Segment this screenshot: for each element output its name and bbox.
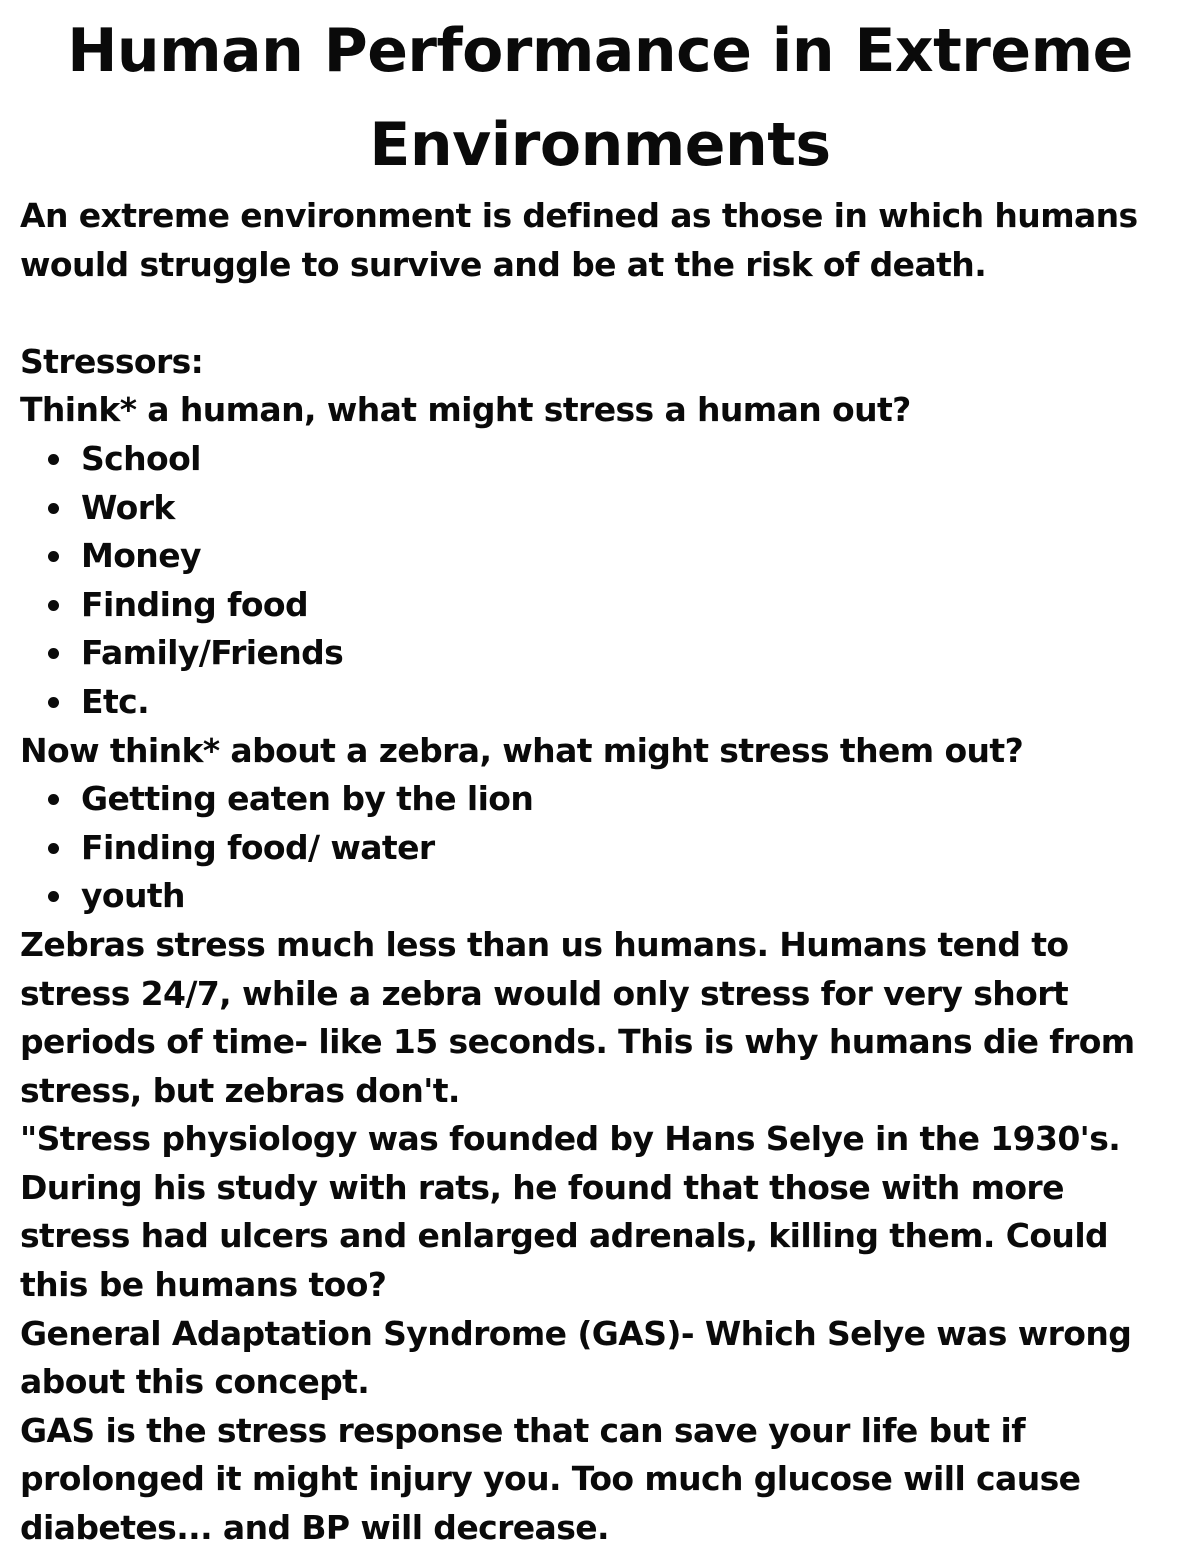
list-item xyxy=(20,678,1180,727)
list-item-label: School xyxy=(81,438,201,478)
bullet-icon xyxy=(48,648,59,659)
list-item-label: Etc. xyxy=(81,681,150,721)
page-title xyxy=(20,0,1180,192)
bullet-icon xyxy=(48,891,59,902)
list-item-label: Money xyxy=(81,536,201,576)
title-line-1: Human Performance in Extreme xyxy=(67,16,1133,86)
list-item xyxy=(20,532,1180,581)
blank-line xyxy=(20,289,1180,338)
human-question: Think* a human, what might stress a human out? xyxy=(20,390,911,430)
list-item-label: Finding food xyxy=(81,584,309,624)
list-item xyxy=(20,872,1180,921)
bullet-icon xyxy=(48,697,59,708)
title-line-2: Environments xyxy=(369,110,831,180)
bullet-icon xyxy=(48,503,59,514)
list-item xyxy=(20,581,1180,630)
human-stressors-list xyxy=(20,435,1180,727)
gas-response-paragraph: GAS is the stress response that can save your life but if prolonged it might injury you. Too much glucose will cause diabetes... and BP will decrease. xyxy=(20,1410,1081,1548)
zebra-comparison-paragraph: Zebras stress much less than us humans. Humans tend to stress 24/7, while a zebra would only stress for very short periods of time- like 15 seconds. This is why humans die from stress, but zebras don't. xyxy=(20,924,1135,1110)
list-item xyxy=(20,435,1180,484)
bullet-icon xyxy=(48,600,59,611)
list-item-label: Family/Friends xyxy=(81,633,344,673)
selye-paragraph: "Stress physiology was founded by Hans Selye in the 1930's. During his study with rats, he found that those with more stress had ulcers and enlarged adrenals, killing them. Could this be humans too? xyxy=(20,1119,1121,1305)
list-item-label: Finding food/ water xyxy=(81,827,435,867)
list-item xyxy=(20,775,1180,824)
intro-paragraph: An extreme environment is defined as those in which humans would struggle to survive and be at the risk of death. xyxy=(20,196,1138,284)
list-item xyxy=(20,484,1180,533)
list-item xyxy=(20,824,1180,873)
bullet-icon xyxy=(48,843,59,854)
list-item-label: Work xyxy=(81,487,175,527)
list-item-label: youth xyxy=(81,876,185,916)
zebra-question: Now think* about a zebra, what might stress them out? xyxy=(20,730,1024,770)
gas-definition-paragraph: General Adaptation Syndrome (GAS)- Which Selye was wrong about this concept. xyxy=(20,1313,1132,1402)
list-item-label: Getting eaten by the lion xyxy=(81,779,534,819)
bullet-icon xyxy=(48,794,59,805)
stressors-heading: Stressors: xyxy=(20,341,204,381)
bullet-icon xyxy=(48,454,59,465)
list-item xyxy=(20,629,1180,678)
document-body xyxy=(20,192,1180,1553)
bullet-icon xyxy=(48,551,59,562)
zebra-stressors-list xyxy=(20,775,1180,921)
